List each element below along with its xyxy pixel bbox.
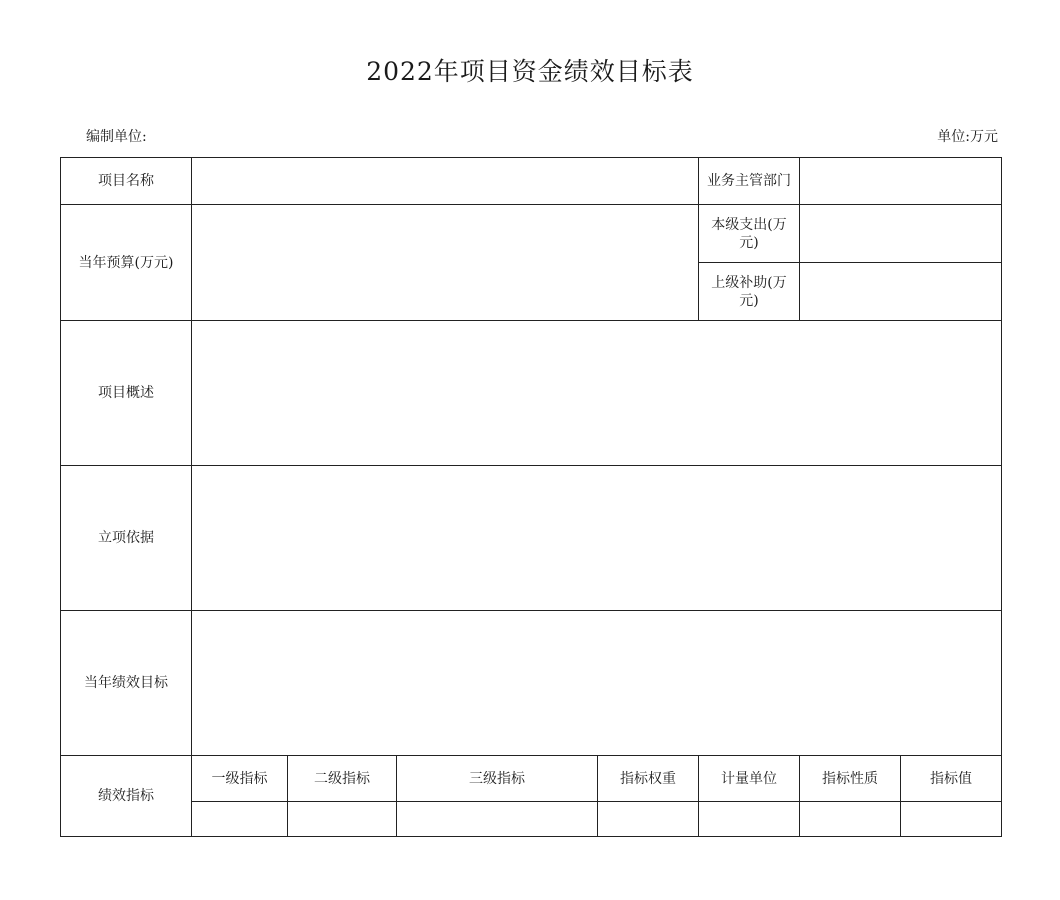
col-header-level3: 三级指标 [397, 756, 598, 802]
col-header-nature: 指标性质 [800, 756, 901, 802]
table-row [61, 802, 1002, 837]
basis-label: 立项依据 [61, 466, 192, 611]
overview-label: 项目概述 [61, 321, 192, 466]
project-name-cell[interactable] [192, 158, 699, 205]
table-row [61, 611, 1002, 756]
indicators-label: 绩效指标 [61, 756, 192, 837]
table-row [61, 158, 1002, 205]
col-header-value: 指标值 [901, 756, 1002, 802]
annual-goal-cell[interactable] [192, 611, 1002, 756]
weight-cell[interactable] [598, 802, 699, 837]
budget-label: 当年预算(万元) [61, 205, 192, 321]
dept-label: 业务主管部门 [699, 158, 800, 205]
level1-cell[interactable] [192, 802, 288, 837]
level2-cell[interactable] [288, 802, 397, 837]
unit-cell[interactable] [699, 802, 800, 837]
dept-cell[interactable] [800, 158, 1002, 205]
budget-cell[interactable] [192, 205, 699, 321]
upper-subsidy-label: 上级补助(万元) [699, 263, 800, 321]
performance-target-table [60, 157, 1002, 837]
col-header-level2: 二级指标 [288, 756, 397, 802]
currency-unit-label: 单位:万元 [937, 129, 998, 145]
own-spend-cell[interactable] [800, 205, 1002, 263]
table-row [61, 756, 1002, 802]
upper-subsidy-cell[interactable] [800, 263, 1002, 321]
own-spend-label: 本级支出(万元) [699, 205, 800, 263]
table-row [61, 466, 1002, 611]
annual-goal-label: 当年绩效目标 [61, 611, 192, 756]
col-header-level1: 一级指标 [192, 756, 288, 802]
col-header-unit: 计量单位 [699, 756, 800, 802]
value-cell[interactable] [901, 802, 1002, 837]
overview-cell[interactable] [192, 321, 1002, 466]
level3-cell[interactable] [397, 802, 598, 837]
table-row [61, 321, 1002, 466]
nature-cell[interactable] [800, 802, 901, 837]
col-header-weight: 指标权重 [598, 756, 699, 802]
page-title: 2022年项目资金绩效目标表 [366, 57, 694, 86]
project-name-label: 项目名称 [61, 158, 192, 205]
table-row [61, 205, 1002, 263]
prepared-by-label: 编制单位: [86, 129, 147, 145]
basis-cell[interactable] [192, 466, 1002, 611]
